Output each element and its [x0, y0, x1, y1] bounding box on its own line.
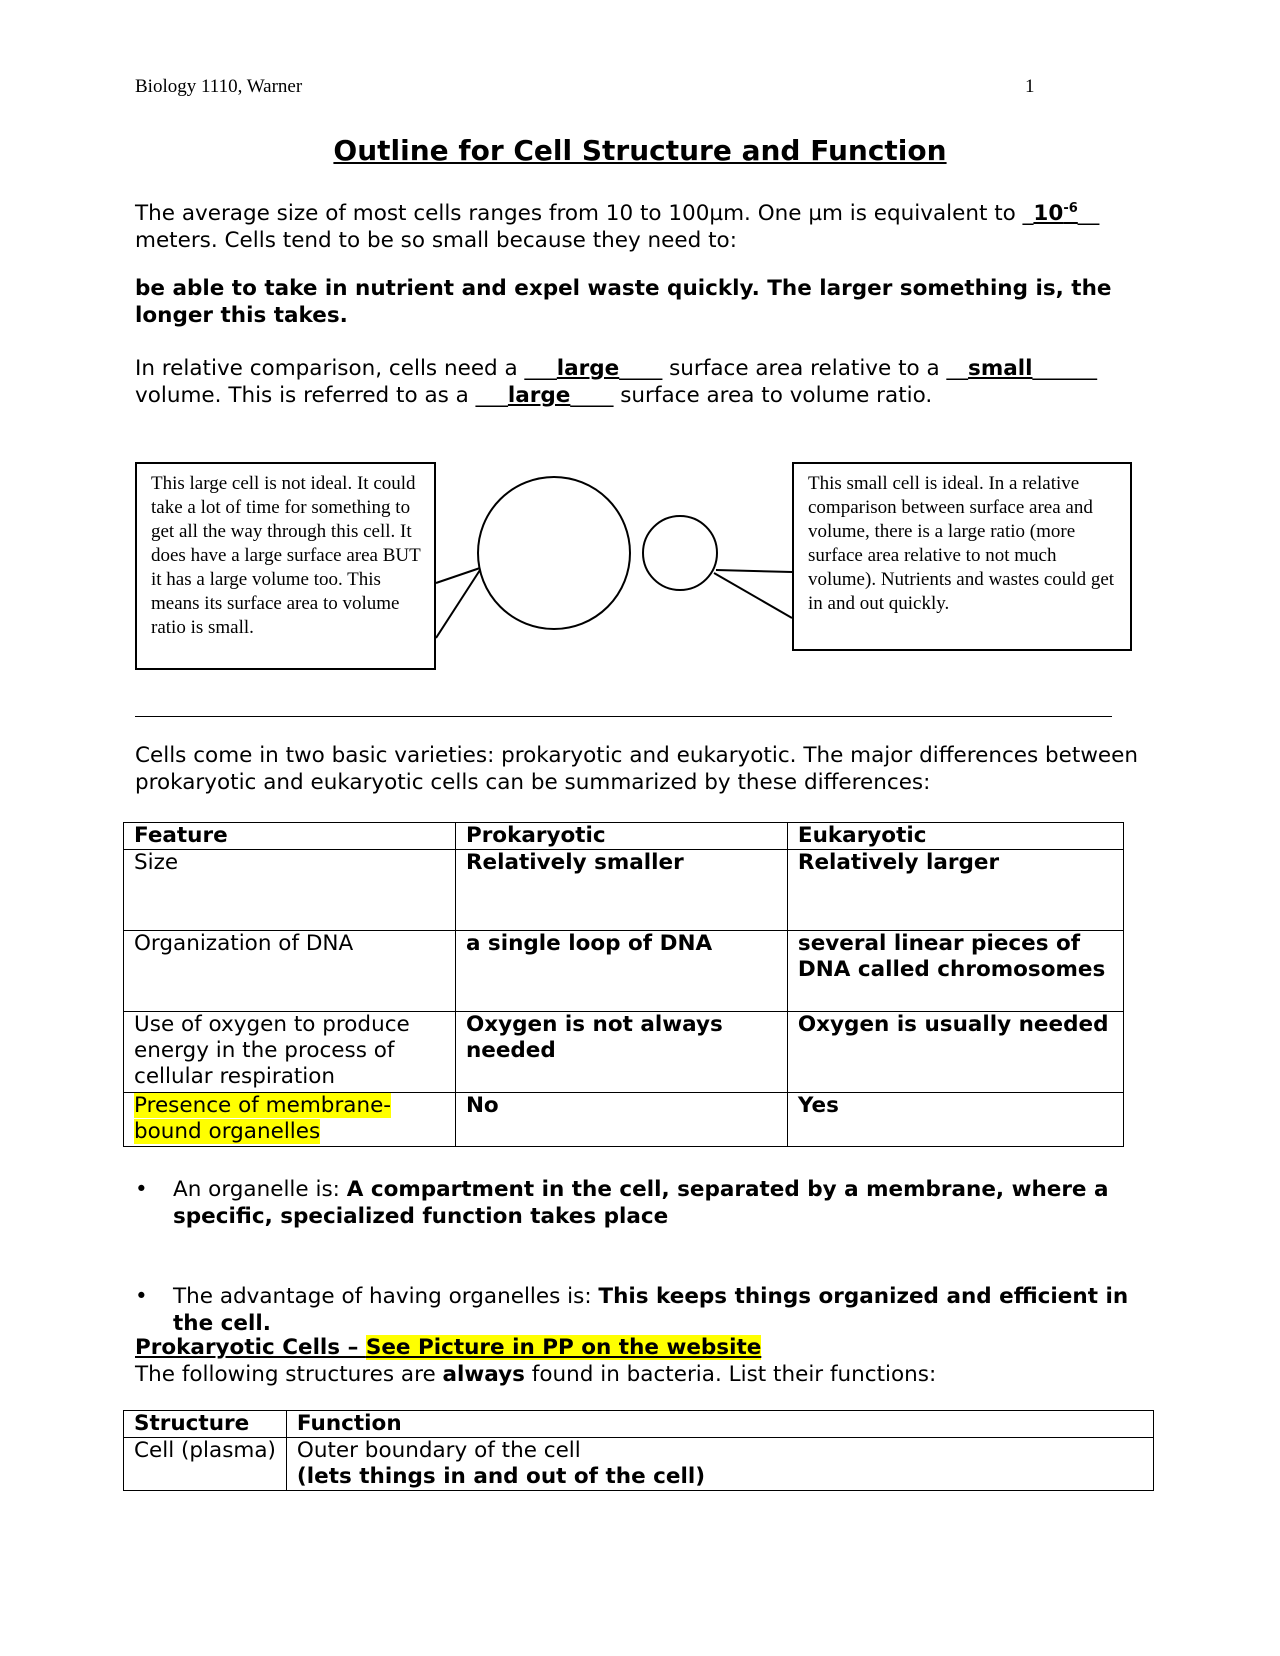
prokaryotic-cell: a single loop of DNA	[455, 931, 787, 1012]
table-row	[124, 1093, 1124, 1147]
bullet-icon: •	[135, 1177, 148, 1202]
section-divider	[135, 716, 1112, 717]
intro-text-b: __ meters. Cells tend to be so small because they need to:	[135, 201, 1100, 254]
structure-cell: Cell (plasma)	[124, 1438, 287, 1491]
answer-small-size: be able to take in nutrient and expel waste quickly. The larger something is, the longer this takes.	[135, 276, 1112, 328]
advantage-label: The advantage of having organelles is:	[173, 1284, 599, 1309]
prokaryotic-cell: No	[455, 1093, 787, 1147]
intro-text-a: The average size of most cells ranges from 10 to 100µm. One µm is equivalent to _	[135, 201, 1034, 227]
right-pointer-upper	[716, 570, 792, 572]
advantage-answer: This keeps things organized and efficient in the cell.	[173, 1284, 1129, 1336]
eukaryotic-cell: Relatively larger	[787, 850, 1123, 931]
prokaryotic-heading-link[interactable]: See Picture in PP on the website	[365, 1335, 762, 1360]
header-page-number: 1	[1025, 76, 1035, 97]
structures-intro-a: The following structures are	[135, 1362, 443, 1387]
table-row	[124, 1438, 1154, 1491]
eukaryotic-cell: Oxygen is usually needed	[787, 1012, 1123, 1093]
feature-cell	[124, 1093, 456, 1147]
prokaryotic-cell: Relatively smaller	[455, 850, 787, 931]
header-prokaryotic: Prokaryotic	[455, 823, 787, 850]
ratio-text-3: ______ volume. This is referred to as a ___	[135, 356, 1097, 408]
structures-intro-b: found in bacteria. List their functions:	[524, 1362, 937, 1387]
highlighted-feature: Presence of membrane-bound organelles	[134, 1093, 392, 1144]
header-feature: Feature	[124, 823, 456, 850]
table-header-row	[124, 823, 1124, 850]
ratio-text-1: In relative comparison, cells need a ___	[135, 356, 557, 381]
structure-table	[123, 1410, 1154, 1491]
function-answer: (lets things in and out of the cell)	[296, 1464, 706, 1489]
bullet-icon: •	[135, 1284, 148, 1309]
prokaryotic-heading	[135, 1334, 761, 1361]
feature-cell: Size	[124, 850, 456, 931]
structures-intro-bold: always	[442, 1362, 525, 1387]
header-eukaryotic: Eukaryotic	[787, 823, 1123, 850]
organelle-label: An organelle is:	[173, 1177, 347, 1202]
structures-intro	[135, 1361, 1145, 1388]
prokaryotic-cell: Oxygen is not always needed	[455, 1012, 787, 1093]
function-cell	[286, 1438, 1153, 1491]
organelle-bullet	[135, 1176, 1135, 1230]
prokaryotic-heading-text: Prokaryotic Cells –	[135, 1335, 366, 1360]
feature-cell: Organization of DNA	[124, 931, 456, 1012]
header-function: Function	[286, 1411, 1153, 1438]
eukaryotic-cell: Yes	[787, 1093, 1123, 1147]
ratio-answer-3: large	[507, 383, 571, 408]
advantage-bullet	[135, 1283, 1135, 1337]
small-cell-circle	[643, 516, 717, 590]
small-cell-callout: This small cell is ideal. In a relative comparison between surface area and volume, there is a large ratio (more surface area relative to not much volume). Nutrients and wastes could get in and out quickly.	[792, 462, 1132, 651]
table-row	[124, 1012, 1124, 1093]
ratio-answer-2: small	[968, 356, 1033, 381]
comparison-table	[123, 822, 1124, 1147]
page-title: Outline for Cell Structure and Function	[333, 134, 947, 167]
eukaryotic-cell: several linear pieces of DNA called chromosomes	[787, 931, 1123, 1012]
intro-answer-base: 10	[1033, 201, 1064, 227]
right-pointer-lower	[714, 573, 792, 618]
table-header-row	[124, 1411, 1154, 1438]
table-row	[124, 850, 1124, 931]
header-course: Biology 1110, Warner	[135, 76, 303, 97]
ratio-text-4: ____ surface area to volume ratio.	[570, 383, 933, 408]
varieties-paragraph: Cells come in two basic varieties: prokaryotic and eukaryotic. The major differences between prokaryotic and eukaryotic cells can be summarized by these differences:	[135, 743, 1139, 795]
header-structure: Structure	[124, 1411, 287, 1438]
feature-cell: Use of oxygen to produce energy in the process of cellular respiration	[124, 1012, 456, 1093]
ratio-text-2: ____ surface area relative to a __	[619, 356, 969, 381]
intro-answer-exponent: -6	[1063, 201, 1078, 216]
function-text: Outer boundary of the cell	[296, 1438, 581, 1463]
table-row	[124, 931, 1124, 1012]
organelle-answer: A compartment in the cell, separated by a membrane, where a specific, specialized function takes place	[173, 1177, 1109, 1229]
ratio-answer-1: large	[556, 356, 620, 381]
large-cell-callout: This large cell is not ideal. It could take a lot of time for something to get all the way through this cell. It does have a large surface area BUT it has a large volume too. This means its surface area to volume ratio is small.	[135, 462, 436, 670]
large-cell-circle	[478, 477, 630, 629]
